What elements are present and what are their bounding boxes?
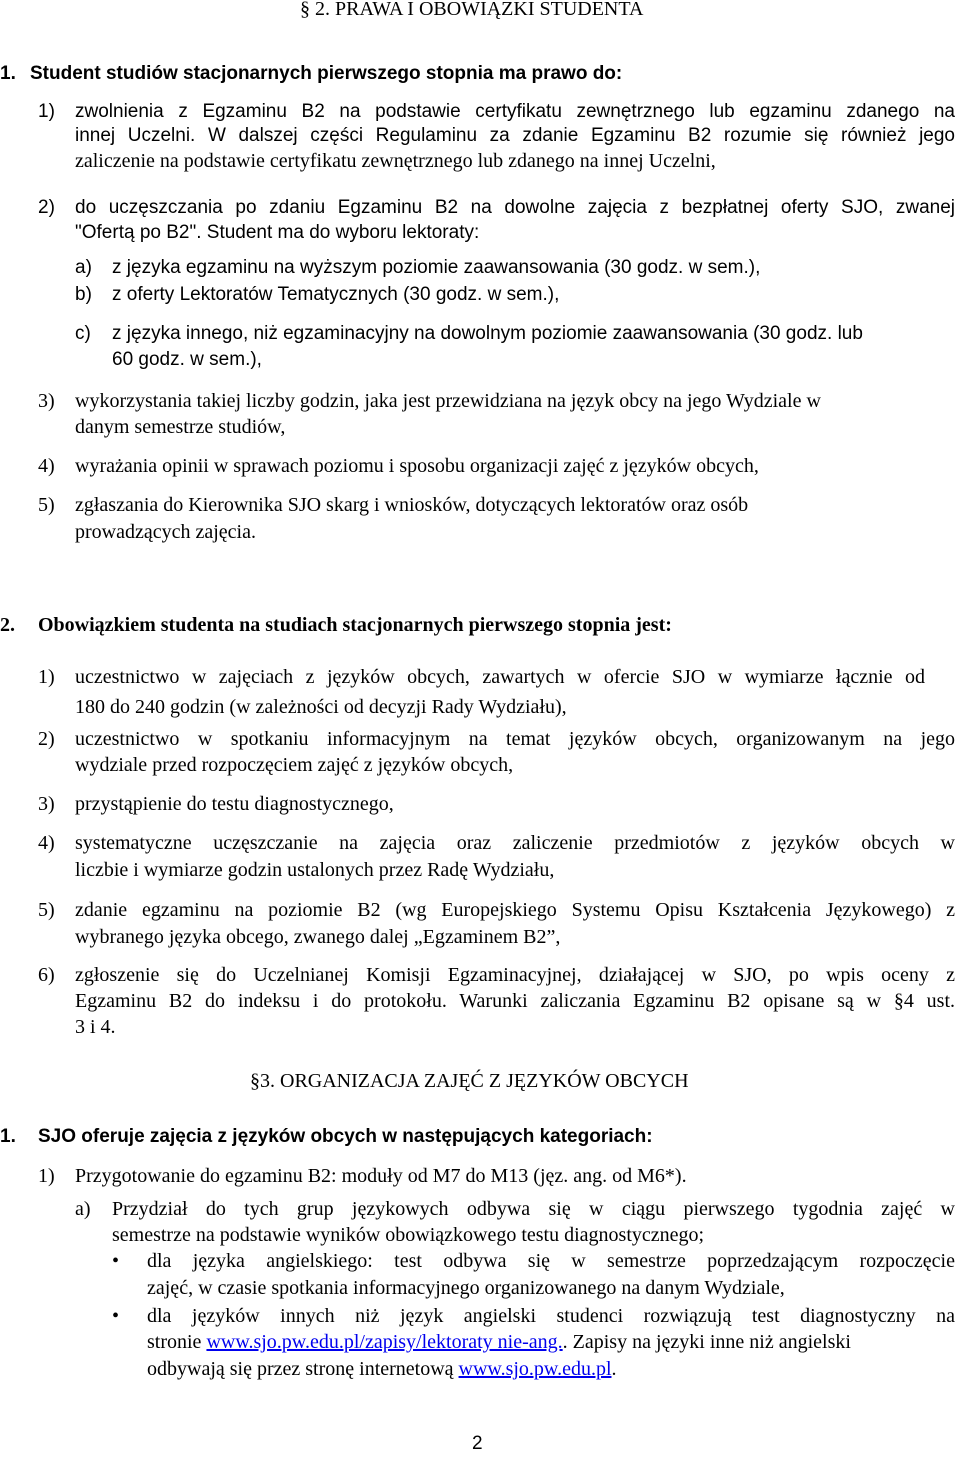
bullet-dot: •: [112, 1305, 120, 1327]
bullet-2-line-3-suffix: .: [611, 1358, 617, 1380]
bullet-2-line-2: [147, 1329, 851, 1355]
duties-item-2-line-1: uczestnictwo w spotkaniu informacyjnym na temat języków obcych, organizowanym na jego: [75, 728, 955, 750]
offer-item-a-line-2: semestrze na podstawie wyników obowiązkowego testu diagnostycznego;: [112, 1224, 705, 1246]
rights-item-5-line-1: zgłaszania do Kierownika SJO skarg i wniosków, dotyczących lektoratów oraz osób: [75, 494, 749, 516]
rights-option-a-text: z języka egzaminu na wyższym poziomie zaawansowania (30 godz. w sem.),: [112, 257, 761, 278]
duties-item-2-line-2: wydziale przed rozpoczęciem zajęć z języków obcych,: [75, 754, 514, 776]
page-number: 2: [472, 1433, 483, 1454]
duties-item-4-line-2: liczbie i wymiarze godzin ustalonych przez Radę Wydziału,: [75, 859, 555, 881]
duties-item-6-line-2: Egzaminu B2 do indeksu i do protokołu. Warunki zaliczania Egzaminu B2 opisane są w §4 ust.: [75, 990, 955, 1012]
duties-item-1-line-2: 180 do 240 godzin (w zależności od decyzji Rady Wydziału),: [75, 696, 567, 718]
duties-item-3-number: 3): [38, 793, 55, 815]
rights-option-c-line-2: 60 godz. w sem.),: [112, 349, 262, 370]
duties-item-4-line-1: systematyczne uczęszczanie na zajęcia oraz zaliczenie przedmiotów z języków obcych w: [75, 832, 955, 854]
rights-item-3-line-2: danym semestrze studiów,: [75, 416, 286, 438]
bullet-2-line-2-prefix: stronie: [147, 1331, 207, 1353]
bullet-dot: •: [112, 1250, 120, 1272]
duties-item-3-line-1: przystąpienie do testu diagnostycznego,: [75, 793, 394, 815]
rights-item-1-line-3: zaliczenie na podstawie certyfikatu zewnętrznego lub zdanego na innej Uczelni,: [75, 150, 716, 172]
rights-option-b-text: z oferty Lektoratów Tematycznych (30 godz. w sem.),: [112, 284, 560, 305]
rights-item-5-number: 5): [38, 494, 55, 516]
duties-item-6-line-3: 3 i 4.: [75, 1016, 116, 1038]
bullet-2-line-2-suffix: . Zapisy na języki inne niż angielski: [562, 1331, 851, 1353]
bullet-1-line-2: zajęć, w czasie spotkania informacyjnego organizowanego na danym Wydziale,: [147, 1277, 785, 1299]
offer-item-1-number: 1): [38, 1165, 55, 1187]
duties-item-4-number: 4): [38, 832, 55, 854]
rights-option-c-line-1: z języka innego, niż egzaminacyjny na dowolnym poziomie zaawansowania (30 godz. lub: [112, 323, 863, 344]
rights-item-1-line-1: zwolnienia z Egzaminu B2 na podstawie certyfikatu zewnętrznego lub egzaminu zdanego na: [75, 101, 955, 122]
rights-title: Student studiów stacjonarnych pierwszego stopnia ma prawo do:: [30, 63, 623, 84]
duties-item-5-line-1: zdanie egzaminu na poziomie B2 (wg Europejskiego Systemu Opisu Kształcenia Językowego) z: [75, 899, 955, 921]
bullet-2-line-1: dla języków innych niż język angielski studenci rozwiązują test diagnostyczny na: [147, 1305, 955, 1327]
zapisy-link[interactable]: www.sjo.pw.edu.pl/zapisy/lektoraty nie-ang.: [206, 1331, 563, 1353]
duties-title: Obowiązkiem studenta na studiach stacjonarnych pierwszego stopnia jest:: [38, 614, 672, 636]
duties-item-5-line-2: wybranego języka obcego, zwanego dalej „Egzaminem B2”,: [75, 926, 561, 948]
offer-number: 1.: [0, 1126, 16, 1147]
duties-number: 2.: [0, 614, 15, 636]
offer-item-a-letter: a): [75, 1198, 91, 1220]
duties-item-5-number: 5): [38, 899, 55, 921]
rights-item-3-number: 3): [38, 390, 55, 412]
duties-item-1-line-1: uczestnictwo w zajęciach z języków obcych, zawartych w ofercie SJO w wymiarze łącznie od: [75, 666, 925, 688]
offer-item-1-text: Przygotowanie do egzaminu B2: moduły od M7 do M13 (jęz. ang. od M6*).: [75, 1165, 687, 1187]
duties-item-1-number: 1): [38, 666, 55, 688]
section-2-heading: § 2. PRAWA I OBOWIĄZKI STUDENTA: [300, 0, 644, 20]
sjo-website-link[interactable]: www.sjo.pw.edu.pl: [458, 1358, 612, 1380]
rights-item-2-line-1: do uczęszczania po zdaniu Egzaminu B2 na dowolne zajęcia z bezpłatnej oferty SJO, zwanej: [75, 197, 955, 218]
section-3-heading: §3. ORGANIZACJA ZAJĘĆ Z JĘZYKÓW OBCYCH: [250, 1070, 689, 1092]
rights-item-5-line-2: prowadzących zajęcia.: [75, 521, 256, 543]
rights-item-3-line-1: wykorzystania takiej liczby godzin, jaka jest przewidziana na język obcy na jego Wydziale w: [75, 390, 821, 412]
bullet-1-line-1: dla języka angielskiego: test odbywa się w semestrze poprzedzającym rozpoczęcie: [147, 1250, 955, 1272]
rights-option-a-letter: a): [75, 257, 92, 278]
rights-item-4-number: 4): [38, 455, 55, 477]
offer-item-a-line-1: Przydział do tych grup językowych odbywa się w ciągu pierwszego tygodnia zajęć w: [112, 1198, 955, 1220]
rights-option-c-letter: c): [75, 323, 91, 344]
bullet-2-line-3-prefix: odbywają się przez stronę internetową: [147, 1358, 459, 1380]
rights-number: 1.: [0, 63, 16, 84]
rights-item-4-line-1: wyrażania opinii w sprawach poziomu i sposobu organizacji zajęć z języków obcych,: [75, 455, 759, 477]
rights-item-2-line-2: "Ofertą po B2". Student ma do wyboru lektoraty:: [75, 222, 480, 243]
duties-item-6-line-1: zgłoszenie się do Uczelnianej Komisji Egzaminacyjnej, działającej w SJO, po wpis oceny z: [75, 964, 955, 986]
offer-title: SJO oferuje zajęcia z języków obcych w następujących kategoriach:: [38, 1126, 653, 1147]
rights-option-b-letter: b): [75, 284, 92, 305]
bullet-2-line-3: [147, 1356, 617, 1382]
rights-item-1-line-2: innej Uczelni. W dalszej części Regulaminu za zdanie Egzaminu B2 rozumie się również jego: [75, 125, 955, 146]
duties-item-2-number: 2): [38, 728, 55, 750]
rights-item-1-number: 1): [38, 101, 55, 122]
rights-item-2-number: 2): [38, 197, 55, 218]
duties-item-6-number: 6): [38, 964, 55, 986]
